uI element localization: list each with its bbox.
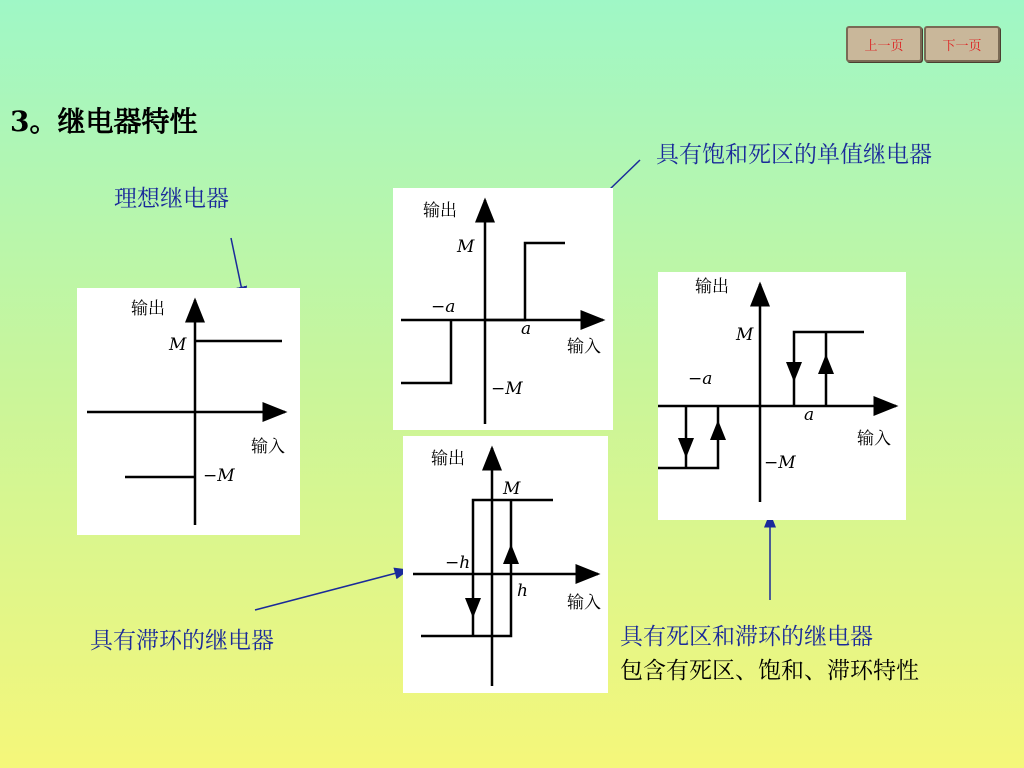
svg-text:a: a	[521, 319, 532, 339]
diagram-ideal-relay	[77, 288, 300, 535]
axis-input-label: 输入	[248, 432, 288, 457]
svg-text:M: M	[503, 479, 521, 499]
svg-text:−h: −h	[445, 553, 471, 573]
axis-output-label: 输出	[128, 294, 168, 319]
prev-page-button[interactable]: 上一页	[846, 26, 922, 62]
diagram-deadzone-hysteresis-relay	[658, 272, 906, 520]
label-ideal-relay: 理想继电器	[114, 186, 229, 212]
svg-text:M: M	[736, 325, 754, 345]
axis-output-label: 输出	[428, 444, 468, 469]
note-characteristics: 包含有死区、饱和、滞环特性	[620, 658, 919, 684]
label-hysteresis-relay: 具有滞环的继电器	[90, 628, 274, 654]
svg-text:−M: −M	[491, 379, 523, 399]
label-deadzone-saturation-relay: 具有饱和死区的单值继电器	[656, 142, 932, 168]
diagram-hysteresis-relay	[403, 436, 608, 693]
next-page-button[interactable]: 下一页	[924, 26, 1000, 62]
label-deadzone-hysteresis-relay: 具有死区和滞环的继电器	[620, 624, 873, 650]
axis-output-label: 输出	[420, 196, 460, 221]
diagram-deadzone-saturation-relay	[393, 188, 613, 430]
axis-output-label: 输出	[692, 272, 732, 297]
label-neg-M: −M	[203, 466, 235, 486]
svg-text:−M: −M	[764, 453, 796, 473]
axis-input-label: 输入	[564, 332, 604, 357]
page-title: 3。继电器特性	[10, 105, 198, 138]
svg-text:−a: −a	[431, 297, 456, 317]
axis-input-label: 输入	[854, 424, 894, 449]
svg-text:a: a	[804, 405, 815, 425]
axis-input-label: 输入	[564, 588, 604, 613]
svg-text:−a: −a	[688, 369, 713, 389]
svg-text:M: M	[457, 237, 475, 257]
label-M: M	[169, 335, 187, 355]
svg-text:h: h	[517, 581, 528, 601]
